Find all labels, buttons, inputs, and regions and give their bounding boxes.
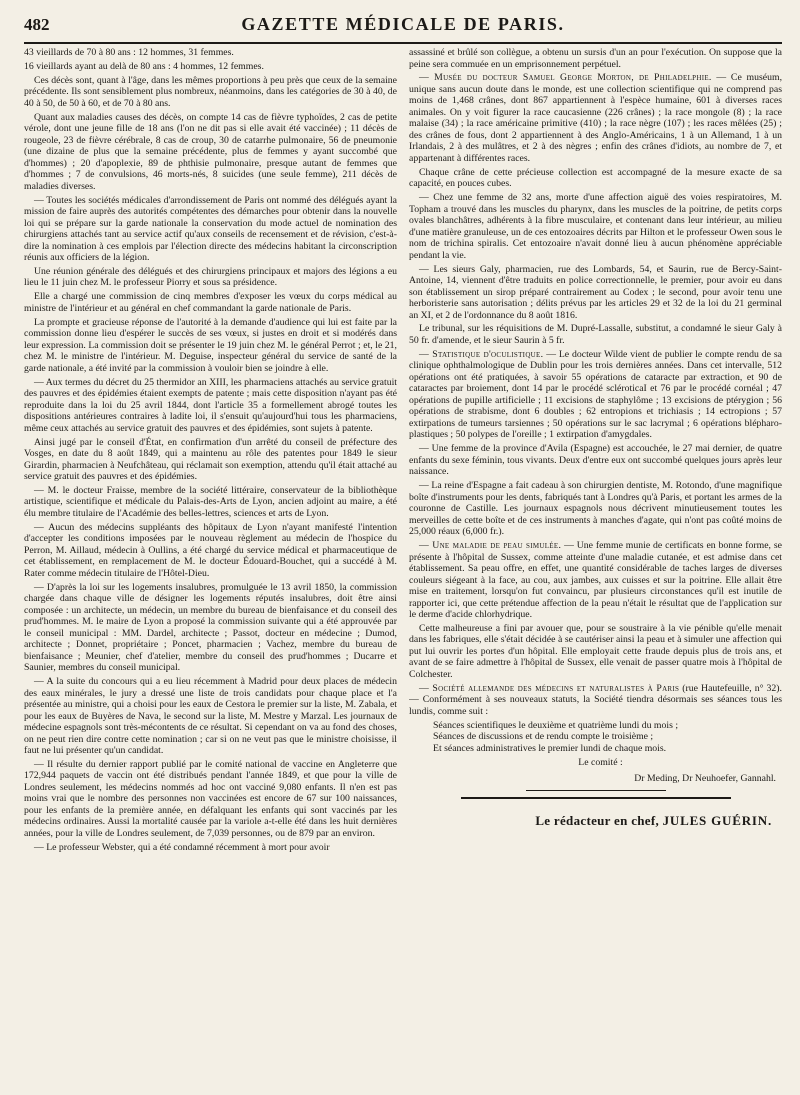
article-text: Cette malheureuse a fini par avouer que, pour se soustraire à la vie pénible qu'elle menait dans les fabriques, elle s'était décidée à se cautériser ainsi la peau et à simuler une affection qui put lui ouvrir les portes d'un hôpital. Elle employait cette fraude depuis plus de trois ans, et avant de se faire admettre à l'hôpital de Sussex, elle venait de passer quatre mois à l'hôpital de Colchester. bbox=[409, 622, 782, 680]
article-paragraph bbox=[24, 582, 397, 674]
article-text: — Les sieurs Galy, pharmacien, rue des Lombards, 54, et Saurin, rue de Bercy-Saint-Antoine, 14, viennent d'être traduits en police correctionnelle, le premier, pour avoir eu dans son établissement un sirop préparé contrairement au Codex ; le second, pour avoir tenu une herboristerie sans autorisation ; délits prévus par les articles 29 et 32 de la loi du 21 germinal an XI, et 2 de l'ordonnance du 8 août 1816. bbox=[409, 263, 782, 321]
article-text: Ces décès sont, quant à l'âge, dans les mêmes proportions à peu près que ceux de la semaine précédente. Ils sont sensiblement plus nombreux, néanmoins, dans les catégories de 30 à 40, de 40 à 50, de 50 à 60, et de 70 à 80 ans. bbox=[24, 74, 397, 109]
article-heading: — Musée du docteur Samuel George Morton, de Philadelphie. bbox=[419, 72, 712, 84]
article-text: Quant aux maladies causes des décès, on compte 14 cas de fièvre typhoïdes, 2 cas de petite vérole, dont une jeune fille de 18 ans (l'on ne dit pas si elle avait été vaccinée) ; 11 décès de rougeole, 23 de fièvre cérébrale, 8 cas de croup, 30 de catarrhe pulmonaire, 56 de pneumonie (une dizaine de plus que la semaine précédente, plus de femmes y ayant succombé que d'hommes) ; 20 d'apoplexie, 89 de phthisie pulmonaire, presque autant de femmes que d'hommes ; 7 de convulsions, 46 morts-nés, 8 suicides (une seule femme), 211 décès de maladies diverses. bbox=[24, 111, 397, 192]
meeting-schedule bbox=[409, 720, 782, 755]
article-text: Ainsi jugé par le conseil d'État, en confirmation d'un arrêté du conseil de préfecture des Vosges, en date du 8 août 1849, qui a maintenu au rôle des patentes pour 1849 le sieur Girardin, pharmacien à Neufchâteau, qui réclamait son exemption, attendu qu'il était attaché au service gratuit des pauvres et des épidémies. bbox=[24, 436, 397, 483]
article-paragraph bbox=[24, 61, 397, 73]
article-heading: — Statistique d'oculistique. bbox=[419, 348, 544, 360]
article-paragraph bbox=[409, 264, 782, 322]
article-paragraph bbox=[24, 377, 397, 435]
article-text: Une réunion générale des délégués et des chirurgiens principaux et majors des légions a eu lieu le 11 juin chez M. le professeur Piorry et sous sa présidence. bbox=[24, 265, 397, 289]
editor-name: JULES GUÉRIN. bbox=[662, 812, 772, 828]
article-paragraph bbox=[24, 317, 397, 375]
article-text: — Une femme munie de certificats en bonne forme, se présente à l'hôpital de Sussex, comme atteinte d'une maladie cutanée, et est admise dans cet établissement. Sa peau offre, en effet, une quantité considérable de taches larges de diverses couleurs siégeant à la face, au cou, aux jambes, aux cuisses et sur la poitrine. Elle allait être mise en traitement, lorsqu'on fut convaincu, par plusieurs circonstances qu'il est inutile de rapporter ici, que cette prétendue affection de la peau n'était le résultat que de l'application sur le derme d'acide chlorhydrique. bbox=[409, 540, 782, 621]
left-column bbox=[24, 47, 397, 1095]
article-paragraph bbox=[24, 522, 397, 580]
article-text: — Toutes les sociétés médicales d'arrondissement de Paris ont nommé des délégués ayant la mission de faire auprès des autorités compétentes des démarches pour obtenir dans la nouvelle loi qui se prépare sur la garde nationale la conservation du mode actuel de nomination des chirurgiens attachés tant au service actif qu'aux conseils de recensement et de révision, c'est-à-dire la nomination à ces emplois par l'élection directe des médecins habitant la circonscription réunis aux officiers de la légion. bbox=[24, 194, 397, 264]
article-paragraph bbox=[409, 480, 782, 538]
editor-signature bbox=[409, 813, 772, 829]
journal-title: GAZETTE MÉDICALE DE PARIS. bbox=[241, 14, 565, 34]
page-header bbox=[24, 14, 782, 44]
article-paragraph bbox=[24, 112, 397, 193]
article-paragraph bbox=[24, 676, 397, 757]
article-paragraph bbox=[24, 195, 397, 264]
article-text: — Chez une femme de 32 ans, morte d'une affection aiguë des voies respiratoires, M. Topham a trouvé dans les muscles du pharynx, dans les muscles de la poitrine, de petits corps ovales blanchâtres, adhérents à la fibre musculaire, et contenant dans leur intérieur, au milieu d'une matière granuleuse, un de ces entozoaires décrits par Hilton et le professeur Owen sous le nom de trichina spiralis. Cet entozoaire n'avait donné lieu à aucun phénomène appréciable pendant la vie. bbox=[409, 192, 782, 261]
article-text: Chaque crâne de cette précieuse collection est accompagné de la mesure exacte de sa capacité, en pouces cubes. bbox=[409, 166, 782, 190]
columns bbox=[24, 44, 782, 1095]
editor-label: Le rédacteur en chef, bbox=[535, 812, 660, 828]
article-text: — Une femme de la province d'Avila (Espagne) est accouchée, le 27 mai dernier, de quatre enfants du sexe féminin, tous vivants. Deux d'entre eux ont succombé quelques jours après leur naissance. bbox=[409, 443, 782, 478]
article-paragraph bbox=[409, 192, 782, 261]
article-paragraph bbox=[24, 759, 397, 840]
article-text: assassiné et brûlé son collègue, a obtenu un sursis d'un an pour l'exécution. On suppose que la peine sera commuée en un emprisonnement perpétuel. bbox=[409, 47, 782, 70]
article-paragraph bbox=[409, 323, 782, 346]
article-paragraph bbox=[409, 47, 782, 70]
article-text: Le tribunal, sur les réquisitions de M. Dupré-Lassalle, substitut, a condamné le sieur Galy à 50 fr. d'amende, et le sieur Saurin à 5 fr. bbox=[409, 323, 782, 346]
article-paragraph bbox=[24, 291, 397, 314]
article-paragraph bbox=[409, 540, 782, 621]
article-text: — Aucun des médecins suppléants des hôpitaux de Lyon n'ayant manifesté l'intention d'accepter les conditions imposées par le nouveau règlement au médecin de l'hospice du Perron, M. Aillaud, médecin à Oullins, a été chargé du service médical et pharmaceutique de cet établissement, en remplacement de M. le docteur Édouard-Bouchet, qui a succédé à M. Rater comme médecin titulaire de l'Hôtel-Dieu. bbox=[24, 521, 397, 579]
article-paragraph bbox=[409, 72, 782, 164]
schedule-line: Séances de discussions et de rendu compte le troisième ; bbox=[433, 731, 654, 743]
schedule-line: Et séances administratives le premier lundi de chaque mois. bbox=[433, 742, 667, 754]
committee-label: Le comité : bbox=[578, 757, 623, 769]
article-heading: — Société allemande des médecins et naturalistes à Paris bbox=[419, 682, 680, 694]
article-text: — Le professeur Webster, qui a été condamné récemment à mort pour avoir bbox=[34, 841, 330, 853]
article-paragraph bbox=[24, 437, 397, 483]
article-text: — D'après la loi sur les logements insalubres, promulguée le 13 avril 1850, la commission chargée dans chaque ville de désigner les logements réputés insalubres, doit être ainsi composée : un architecte, un médecin, un membre du bureau de bienfaisance et du conseil des prud'hommes. M. le maire de Lyon a proposé la commission suivante qui a été approuvée par le conseil municipal : MM. Dardel, architecte ; Passot, docteur en médecine ; Dumod, architecte ; Donnet, propriétaire ; Poncet, pharmacien ; Vachez, membre du bureau de bienfaisance ; Meunier, chef d'atelier, membre du conseil des prud'hommes ; Ducarre et Saunier, membres du conseil municipal. bbox=[24, 581, 397, 674]
article-paragraph bbox=[24, 47, 397, 59]
committee-signers: Dr Meding, Dr Neuhoefer, Gannahl. bbox=[634, 772, 776, 784]
article-paragraph bbox=[409, 443, 782, 478]
article-text: 43 vieillards de 70 à 80 ans : 12 hommes, 31 femmes. bbox=[24, 47, 234, 58]
article-text: — La reine d'Espagne a fait cadeau à son chirurgien dentiste, M. Rotondo, d'une magnifique boîte d'instruments pour les dents, fabriqués tant à Londres qu'à Paris, et portant les armes de la couronne de Castille. Les journaux espagnols nous décrivent minutieusement toutes les merveilles de cette boîte et de ces instruments à manches d'agate, qui n'ont pas coûté moins de 25,000 réaux (6,000 fr.). bbox=[409, 480, 782, 538]
article-paragraph bbox=[24, 842, 397, 854]
article-text: La prompte et gracieuse réponse de l'autorité à la demande d'audience qui lui est faite par la commission donne lieu d'espérer le succès de ses vœux, si justes en droit et si modérés dans leur expression. La commission doit se présenter le 19 juin chez M. le général Perrot ; et, le 21, chez M. le ministre de l'intérieur. M. Deguise, inspecteur général du service de santé de la garde nationale, a été invité par la commission à vouloir bien se joindre à elle. bbox=[24, 316, 397, 374]
page-number: 482 bbox=[24, 15, 50, 34]
article-text: — Aux termes du décret du 25 thermidor an XIII, les pharmaciens attachés au service gratuit des pauvres et des épidémies étaient exempts de patente ; mais cette disposition n'ayant pas été reproduite dans la loi du 25 avril 1844, dont l'article 35 a formellement abrogé toutes les dispositions antérieures contraires à ladite loi, il s'ensuit qu'aujourd'hui tous les pharmaciens, même ceux attachés au service gratuit des pauvres et des épidémies, sont sujets à patente. bbox=[24, 376, 397, 434]
article-paragraph bbox=[409, 683, 782, 718]
article-text: — Le docteur Wilde vient de publier le compte rendu de sa clinique ophthalmologique de Dublin pour les trois dernières années. Dans cet intervalle, 512 opérations ont été pratiquées, à savoir 55 opérations de cataracte par extraction, et 90 de cataractes par broiement, dont 14 par le procédé scléroticaI et 76 par le procédé cornéal ; 47 opérations de pupille artificielle ; 11 excisions de staphylôme ; 13 excisions de ptérygion ; 56 opérations de strabisme, dont 6 doubles ; 62 entropions et trichiasis ; 14 ectropions ; 57 extirpations de tumeurs tarsiennes ; 50 opérations sur le sac lacrymal ; 6 opérations blépharo-plastiques ; 50 polypes de l'oreille ; 1 extirpation d'amygdales. bbox=[409, 348, 782, 441]
article-text: — Il résulte du dernier rapport publié par le comité national de vaccine en Angleterre que 172,944 paquets de vaccin ont été distribués pendant l'année 1849, et que pour la ville de Londres seulement, les médecins nommés ad hoc ont vacciné 9,080 enfants. Il n'en est pas moins vrai que le nombre des personnes non vaccinées est encore de 67 sur 100 naissances, pour les enfants de la première année, en défalquant les enfants qui sont vaccinés par les médecins ordinaires. Aussi la mortalité causée par la variole a-t-elle été dans les huit dernières années, pour la ville de Londres seulement, de 7,039 personnes, ou de 879 par an environ. bbox=[24, 758, 397, 839]
article-paragraph bbox=[24, 75, 397, 110]
article-text: (rue Hautefeuille, n° 32). — Conformément à ses nouveaux statuts, la Société tiendra désormais ses séances tous les lundis, comme suit : bbox=[409, 682, 782, 717]
right-column-articles bbox=[409, 47, 782, 717]
article-text: Elle a chargé une commission de cinq membres d'exposer les vœux du corps médical au ministre de l'intérieur et au général en chef commandant la garde nationale de Paris. bbox=[24, 291, 397, 314]
article-heading: — Une maladie de peau simulée. bbox=[419, 540, 562, 552]
schedule-line: Séances scientifiques le deuxième et quatrième lundi du mois ; bbox=[433, 719, 679, 731]
article-paragraph bbox=[24, 266, 397, 289]
article-text: — A la suite du concours qui a eu lieu récemment à Madrid pour deux places de médecin des eaux minérales, le jury a dressé une liste de trois candidats pour chaque place et l'a présentée au ministre, qui a choisi pour les eaux de Cestora le premier sur la liste, M. Zabala, et pour les eaux de Buyères de Nava, le second sur la liste, M. Mestre y Marzal. Les journaux de médecine espagnols sont très-mécontents de ce résultat. Si cependant on va au fond des choses, on ne peut rien dire contre cette nomination ; car si on ne veut pas que le ministre choisisse, il faut ne lui présenter qu'un candidat. bbox=[24, 676, 397, 757]
article-text: — M. le docteur Fraisse, membre de la société littéraire, conservateur de la bibliothèque artistique, scientifique et médicale du Palais-des-Arts de Lyon, ancien adjoint au maire, a été élu membre titulaire de l'Académie des belles-lettres, sciences et arts de Lyon. bbox=[24, 484, 397, 519]
article-paragraph bbox=[24, 485, 397, 520]
article-text: — Ce muséum, unique sans aucun doute dans le monde, est une collection scientifique qui ne comprend pas moins de 1,468 crânes, dont 867 appartiennent à l'espèce humaine, 601 à diverses races animales. On y voit figurer la race caucasienne (226 crânes) ; la race mongole (8) ; la race malaise (34) ; la race américaine primitive (410) ; la race nègre (107) ; les races mêlées (25) ; des crânes de fous, dont 2 appartiennent à des Anglo-Américains, 1 à un Allemand, 1 à un Irlandais, 2 à des mulâtres, et 2 à des nègres ; enfin des crânes d'idiots, au nombre de 7, et appartenant à différentes races. bbox=[409, 72, 782, 164]
closing-rule bbox=[461, 797, 731, 799]
divider-rule bbox=[526, 790, 666, 791]
article-paragraph bbox=[409, 167, 782, 190]
article-paragraph bbox=[409, 349, 782, 441]
article-text: 16 vieillards ayant au delà de 80 ans : 4 hommes, 12 femmes. bbox=[24, 60, 264, 72]
right-column bbox=[409, 47, 782, 1095]
article-paragraph bbox=[409, 623, 782, 681]
